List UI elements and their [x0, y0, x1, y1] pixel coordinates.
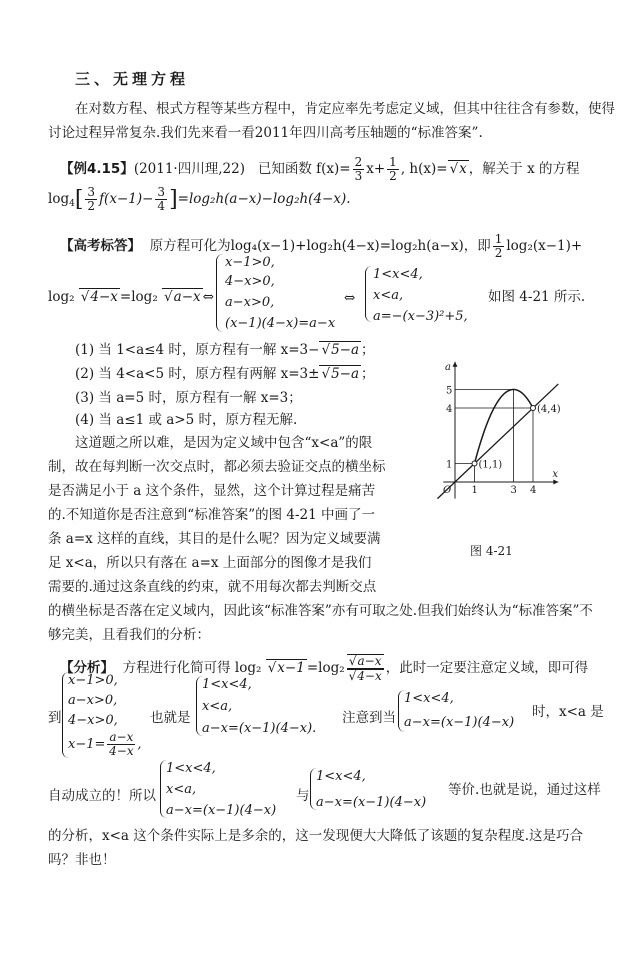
system1-line-1: x−1>0, — [225, 255, 275, 270]
example-label: 【例4.15】 — [60, 161, 134, 177]
para-full-1: 的横坐标是否落在定义域内，因此该“标准答案”亦有可取之处.但我们始终认为“标准答案”不 — [48, 603, 593, 619]
case-1: (1) 当 1<a≤4 时，原方程有一解 x=3−√ 5−a ； — [75, 344, 375, 358]
dengjia-text: 等价.也就是说，通过这样 — [448, 782, 601, 798]
para-line-4: 的.不知道你是否注意到“标准答案”的图 4-21 中画了一 — [48, 507, 376, 523]
system6-line-1: 1<x<4, — [166, 761, 216, 776]
y-axis-label: a — [445, 361, 451, 373]
para-full-2: 够完美，且看我们的分析： — [48, 627, 210, 643]
fraction-2-3: $\frac{2}{3}$ — [354, 155, 363, 183]
brace-system-2 — [365, 266, 372, 322]
analysis-line: 【分析】 方程进行化简可得 log₂ √ x−1 =log₂ √ a−x √ 4−x ，此时一定要注意定义域，即可得 — [60, 654, 588, 683]
y-tick-5: 5 — [446, 385, 453, 397]
y-axis-arrow — [453, 362, 458, 367]
example-text-d: ，解关于 x 的方程 — [468, 161, 580, 177]
x-tick-3: 3 — [510, 485, 517, 496]
x-tick-1: 1 — [471, 485, 478, 496]
system1-line-2: 4−x>0, — [225, 274, 275, 289]
fraction-1-2-b: $\frac{1}{2}$ — [494, 232, 503, 260]
see-figure: 如图 4-21 所示. — [488, 289, 586, 305]
system5-line-2: a−x=(x−1)(4−x) — [404, 715, 515, 730]
point-1 — [472, 461, 477, 466]
example-source: (2011·四川理,22) — [133, 161, 245, 177]
x-axis-arrow — [553, 480, 558, 485]
origin-label: O — [443, 485, 452, 496]
answer-line-1: 【高考标答】 原方程可化为log₄(x−1)+log₂h(4−x)=log₂h(a−x)，即 $\frac{1}{2}$ log₂(x−1)+ — [60, 232, 583, 260]
yejiushi-text: 也就是 — [150, 710, 191, 726]
figure-4-21 — [400, 342, 590, 532]
system2-line-3: a=−(x−3)²+5, — [373, 309, 468, 324]
system6-line-3: a−x=(x−1)(4−x) — [166, 803, 277, 818]
example-line — [60, 156, 580, 183]
zidong-text: 自动成立的！所以 — [48, 788, 156, 804]
section-title: 三、无理方程 — [75, 70, 190, 88]
analysis-fraction: √ a−x √ 4−x — [347, 654, 384, 683]
intro-line-2: 讨论过程异常复杂.我们先来看一看2011年四川高考压轴题的“标准答案”. — [48, 125, 483, 141]
y-tick-4: 4 — [446, 404, 453, 415]
final-line-1: 的分析，x<a 这个条件实际上是多余的，这一发现便大大降低了该题的复杂程度.这是巧合 — [48, 828, 584, 844]
case-3: (3) 当 a=5 时，原方程有一解 x=3； — [75, 390, 302, 406]
para-line-1: 这道题之所以难，是因为定义域中包含“x<a”的限 — [75, 435, 373, 451]
zhuyi-text: 注意到当 — [342, 710, 396, 726]
example-equation: $\log_4$[ $\frac{3}{2}$ f(x−1)− $\frac{3}{4}$ ]=log₂h(a−x)−log₂h(4−x). — [48, 185, 351, 213]
y-tick-1: 1 — [446, 459, 453, 471]
case-4: (4) 当 a≤1 或 a>5 时，原方程无解. — [75, 412, 298, 428]
system4-line-1: 1<x<4, — [202, 677, 252, 692]
point-2 — [531, 406, 536, 411]
figure-caption: 图 4-21 — [470, 544, 513, 558]
point-label-1: (1,1) — [478, 459, 503, 471]
system7-line-2: a−x=(x−1)(4−x) — [316, 795, 427, 810]
system3-line-1: x−1>0, — [68, 673, 118, 688]
shi-text: 时，x<a 是 — [532, 704, 604, 720]
system1-line-3: a−x>0, — [225, 295, 275, 310]
para-line-7: 需要的.通过这条直线的约束，就不用每次都去判断交点 — [48, 579, 377, 595]
example-text-c: , h(x)= — [400, 161, 448, 177]
sqrt-x: √ x — [448, 160, 469, 177]
system4-line-2: x<a, — [202, 699, 233, 714]
example-text-b: x+ — [366, 161, 386, 177]
fraction-3-2: $\frac{3}{2}$ — [87, 185, 96, 213]
intro-line-1: 在对数方程、根式方程等某些方程中，肯定应率先考虑定义域，但其中往往含有参数，使得 — [75, 101, 615, 117]
answer-line-2: log₂ √ 4−x =log₂ √ a−x ⇔ — [48, 291, 214, 305]
example-text-a: 已知函数 f(x)= — [257, 161, 351, 177]
system4-line-3: a−x=(x−1)(4−x). — [202, 721, 317, 736]
iff-arrow: ⇔ — [344, 290, 356, 306]
brace-system-1 — [216, 254, 223, 332]
system7-line-1: 1<x<4, — [316, 769, 366, 784]
dao-text: 到 — [48, 710, 62, 726]
system5-line-1: 1<x<4, — [404, 691, 454, 706]
fraction-3-4: $\frac{3}{4}$ — [157, 185, 166, 213]
answer-label: 【高考标答】 — [60, 238, 141, 254]
para-line-2: 制，故在每判断一次交点时，都必须去验证交点的横坐标 — [48, 459, 386, 475]
para-line-6: 足 x<a，所以只有落在 a=x 上面部分的图像才是我们 — [48, 555, 372, 571]
x-tick-4: 4 — [530, 485, 537, 496]
system6-line-2: x<a, — [166, 782, 197, 797]
fraction-1-2: $\frac{1}{2}$ — [389, 155, 397, 183]
yu-text: 与 — [296, 788, 310, 804]
case-2: (2) 当 4<a<5 时，原方程有两解 x=3±√ 5−a ； — [75, 368, 375, 382]
system3-line-4: x−1= $\frac{a-x}{4-x}$ , — [68, 730, 142, 758]
analysis-label: 【分析】 — [60, 660, 114, 676]
system1-line-4: (x−1)(4−x)=a−x — [225, 316, 336, 331]
point-label-2: (4,4) — [537, 404, 561, 415]
system2-line-2: x<a, — [373, 288, 404, 303]
parabola-curve — [475, 390, 534, 464]
para-line-5: 条 a=x 这样的直线，其目的是什么呢？因为定义域要满 — [48, 531, 381, 547]
system2-line-1: 1<x<4, — [373, 267, 423, 282]
para-line-3: 是否满足小于 a 这个条件，显然，这个计算过程是痛苦 — [48, 483, 376, 499]
x-axis-label: x — [552, 469, 558, 480]
final-line-2: 吗？非也！ — [48, 852, 116, 868]
system3-line-3: 4−x>0, — [68, 713, 118, 728]
system3-line-2: a−x>0, — [68, 693, 118, 708]
